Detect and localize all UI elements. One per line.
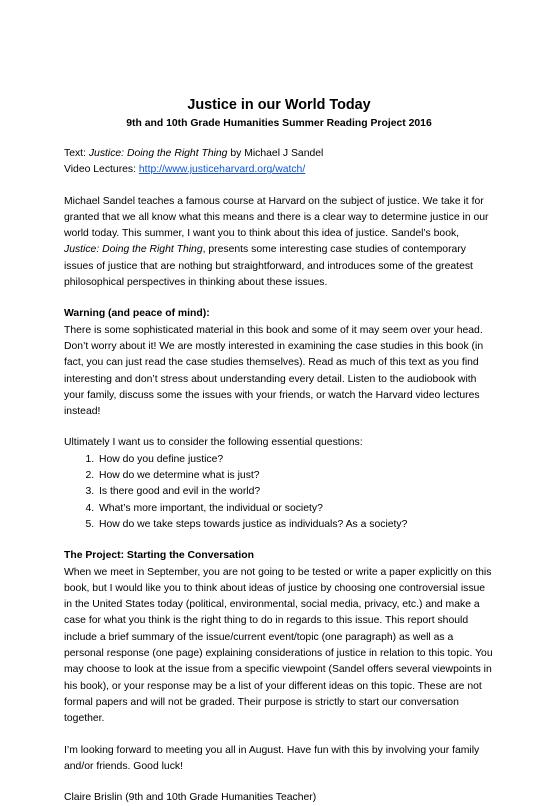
spacer xyxy=(64,291,494,306)
project-heading: The Project: Starting the Conversation xyxy=(64,550,254,562)
intro-text-part2: , presents some interesting case studies of contemporary issues of justice that are nothing but straightforward, and introduces some of the greatest philosophical perspectives in thinking about these issues. xyxy=(64,244,473,289)
video-lectures-link[interactable]: http://www.justiceharvard.org/watch/ xyxy=(138,164,306,176)
spacer xyxy=(64,533,494,548)
question-item: 3. Is there good and evil in the world? xyxy=(97,484,494,500)
text-label: Text: xyxy=(64,148,89,159)
spacer xyxy=(64,179,494,194)
document-subtitle: 9th and 10th Grade Humanities Summer Reading Project 2016 xyxy=(126,118,432,129)
question-item: 5. How do we take steps towards justice as individuals? As a society? xyxy=(97,517,494,533)
spacer xyxy=(64,420,494,435)
document-title: Justice in our World Today xyxy=(187,97,371,113)
signature-line: Claire Brislin (9th and 10th Grade Humanities Teacher) xyxy=(64,792,317,804)
closing-paragraph: I’m looking forward to meeting you all in August. Have fun with this by involving your family and/or friends. Good luck! xyxy=(64,744,480,772)
question-item: 2. How do we determine what is just? xyxy=(97,468,494,484)
warning-heading: Warning (and peace of mind): xyxy=(64,308,210,320)
essential-questions-list xyxy=(64,452,494,533)
spacer xyxy=(64,728,494,743)
intro-book-title: Justice: Doing the Right Thing xyxy=(64,244,203,256)
project-paragraph: When we meet in September, you are not going to be tested or write a paper explicitly on this book, but I would like you to think about ideas of justice by choosing one controversial issue in the United States today (political, environmental, social media, privacy, etc.) and make a case for what you think is the right thing to do in regards to this issue. This report should include a brief summary of the issue/current event/topic (one paragraph) as well as a personal response (one page) explaining considerations of justice in relation to this topic. You may choose to look at the issue from a specific viewpoint (Sandel offers several viewpoints in his book), or your response may be a list of your different ideas on this topic. These are not formal papers and will not be graded. Their purpose is strictly to start our conversation together. xyxy=(64,566,493,725)
spacer xyxy=(64,131,494,146)
intro-text-part1: Michael Sandel teaches a famous course at Harvard on the subject of justice. We take it for granted that we all know what this means and there is a clear way to determine justice in our world today. This summer, I want you to think about this idea of justice. Sandel’s book, xyxy=(64,195,489,240)
book-title: Justice: Doing the Right Thing xyxy=(88,148,228,159)
document-page xyxy=(64,96,494,806)
book-author: by Michael J Sandel xyxy=(227,148,324,159)
spacer xyxy=(64,775,494,790)
video-lectures-line xyxy=(64,162,494,178)
questions-intro: Ultimately I want us to consider the following essential questions: xyxy=(64,437,363,449)
intro-paragraph xyxy=(64,194,494,292)
warning-paragraph: There is some sophisticated material in this book and some of it may seem over your head. Don’t worry about it! We are mostly interested in examining the case studies in this book (in fact, you can just read the case studies themselves). Read as much of this text as you find interesting and don’t stress about understanding every detail. Listen to the audiobook with your family, discuss some the issues with your friends, or watch the Harvard video lectures instead! xyxy=(64,324,484,418)
question-item: 4. What’s more important, the individual or society? xyxy=(97,501,494,517)
video-label: Video Lectures: xyxy=(64,164,139,176)
text-reference-line xyxy=(64,146,494,162)
question-item: 1. How do you define justice? xyxy=(97,452,494,468)
